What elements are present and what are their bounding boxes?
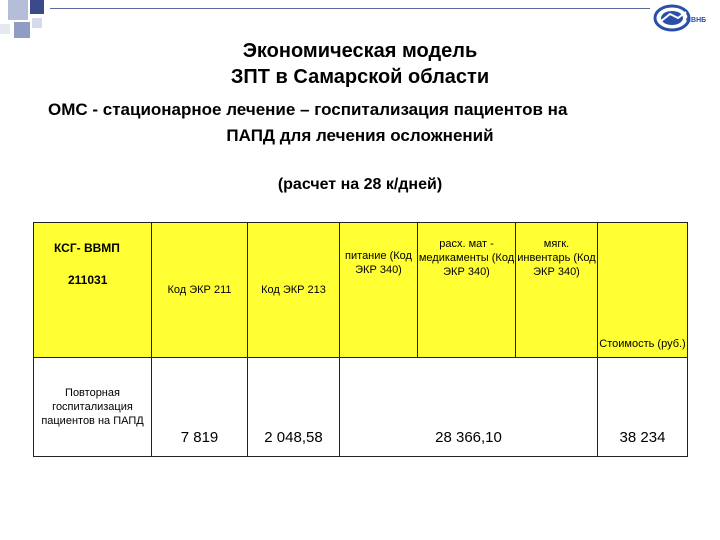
table-header-row [34,223,688,358]
page-title-line4: ПАПД для лечения осложнений [226,126,494,145]
cost-table [33,222,688,457]
page-title-line3: ОМС - стационарное лечение – госпитализация пациентов на [48,100,568,119]
row-header-cell [34,223,152,358]
page-title-line1: Экономическая модель [242,40,478,62]
value-ekr340: 28 366,10 [340,358,598,457]
column-header-medicines: расх. мат - медикаменты (Код ЭКР 340) [418,223,516,358]
svg-text:СВНБ: СВНБ [686,17,706,24]
page-subtitle: (расчет на 28 к/дней) [277,176,443,193]
decor-square [14,22,30,38]
decor-square [8,0,28,20]
column-header-food: питание (Код ЭКР 340) [340,223,418,358]
decor-square [32,18,42,28]
table-row [34,358,688,457]
column-header-cost: Стоимость (руб.) [598,223,688,358]
page-title-line2: ЗПТ в Самарской области [230,66,490,88]
column-header-ekr211: Код ЭКР 211 [152,223,248,358]
decor-square [30,0,44,14]
row-label: Повторная госпитализация пациентов на ПАПД [34,358,152,457]
ksg-code: 211031 [68,273,108,287]
column-header-ekr213: Код ЭКР 213 [248,223,340,358]
decor-square [0,24,10,34]
value-total-cost: 38 234 [598,358,688,457]
value-ekr213: 2 048,58 [248,358,340,457]
company-logo [650,2,706,38]
column-header-linen: мягк. инвентарь (Код ЭКР 340) [516,223,598,358]
header-divider [50,8,650,9]
ksg-label: КСГ- ВВМП [54,241,120,255]
value-ekr211: 7 819 [152,358,248,457]
